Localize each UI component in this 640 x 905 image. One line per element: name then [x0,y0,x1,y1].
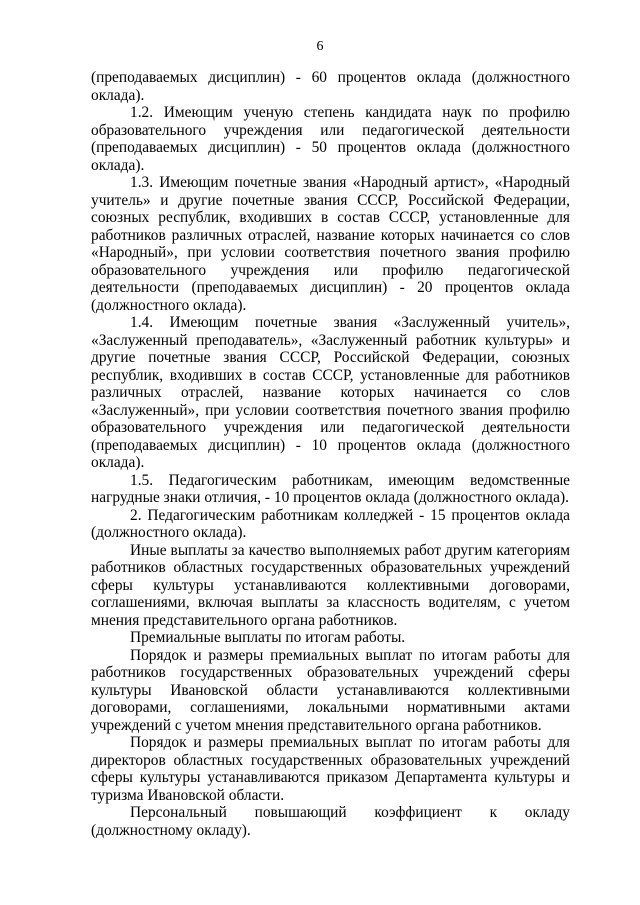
document-body [91,69,570,839]
paragraph-bonus-workers: Порядок и размеры премиальных выплат по итогам работы для работников государственных образовательных учреждений сферы культуры Ивановской области устанавливаются коллективными договорами, соглашениями, локальными нормативными актами учреждений с учетом мнения представительного органа работников. [91,646,570,734]
paragraph-bonus-directors: Порядок и размеры премиальных выплат по итогам работы для директоров областных государственных образовательных учреждений сферы культуры устанавливаются приказом Департамента культуры и туризма Ивановской области. [91,734,570,804]
paragraph-personal-coefficient: Персональный повышающий коэффициент к окладу (должностному окладу). [91,804,570,839]
paragraph-2: 2. Педагогическим работникам колледжей - 15 процентов оклада (должностного оклада). [91,506,570,541]
paragraph-1-2: 1.2. Имеющим ученую степень кандидата наук по профилю образовательного учреждения или педагогической деятельности (преподаваемых дисциплин) - 50 процентов оклада (должностного оклада). [91,104,570,174]
page-number: 6 [316,39,324,54]
paragraph-1-5: 1.5. Педагогическим работникам, имеющим ведомственные нагрудные знаки отличия, - 10 процентов оклада (должностного оклада). [91,471,570,506]
paragraph-continuation: (преподаваемых дисциплин) - 60 процентов оклада (должностного оклада). [91,69,570,104]
paragraph-1-3: 1.3. Имеющим почетные звания «Народный артист», «Народный учитель» и другие почетные звания СССР, Российской Федерации, союзных республик, входивших в состав СССР, установленные для работников различных отраслей, название которых начинается со слов «Народный», при условии соответствия почетного звания профилю образовательного учреждения или профилю педагогической деятельности (преподаваемых дисциплин) - 20 процентов оклада (должностного оклада). [91,174,570,314]
paragraph-1-4: 1.4. Имеющим почетные звания «Заслуженный учитель», «Заслуженный преподаватель», «Заслуженный работник культуры» и другие почетные звания СССР, Российской Федерации, союзных республик, входивших в состав СССР, установленные для работников различных отраслей, название которых начинается со слов «Заслуженный», при условии соответствия почетного звания профилю образовательного учреждения или педагогической деятельности (преподаваемых дисциплин) - 10 процентов оклада (должностного оклада). [91,314,570,471]
paragraph-bonus-heading: Премиальные выплаты по итогам работы. [130,629,406,646]
paragraph-other-payments: Иные выплаты за качество выполняемых работ другим категориям работников областных государственных образовательных учреждений сферы культуры устанавливаются коллективными договорами, соглашениями, включая выплаты за классность водителям, с учетом мнения представительного органа работников. [91,541,570,629]
